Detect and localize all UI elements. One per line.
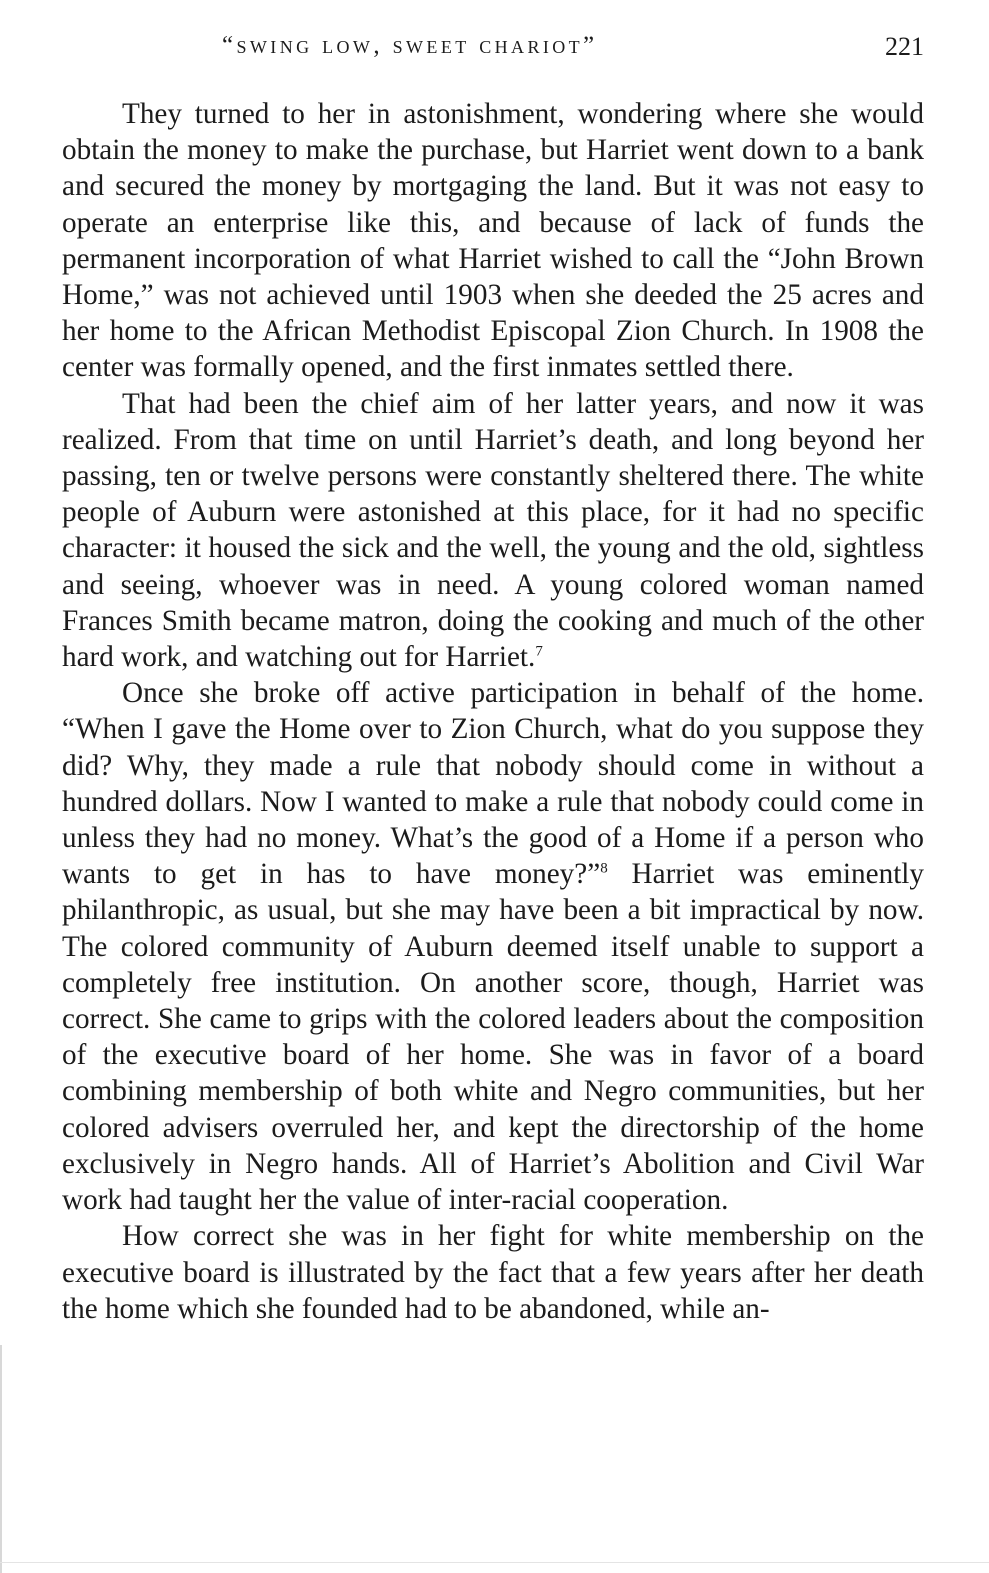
paragraph-1 [62, 96, 924, 386]
running-head [62, 28, 924, 72]
body-text [62, 96, 924, 1327]
paragraph-3 [62, 675, 924, 1218]
page-number: 221 [885, 32, 924, 61]
paragraph-4 [62, 1218, 924, 1327]
scan-edge-line [0, 1345, 2, 1573]
footnote-marker-7: 7 [535, 643, 543, 660]
running-title: “swing low, sweet chariot” [222, 32, 598, 59]
paragraph-3-text-after: Harriet was eminently philanthropic, as usual, but she may have been a bit impractical by now. The colored community of Auburn deemed itself unable to support a completely free institution. On another score, though, Harriet was correct. She came to grips with the colored leaders about the composition of the executive board of her home. She was in favor of a board combining membership of both white and Negro communities, but her colored advisers overruled her, and kept the directorship of the home exclusively in Negro hands. All of Harriet’s Abolition and Civil War work had taught her the value of inter-racial cooperation. [62, 858, 925, 1217]
book-page [62, 28, 924, 1327]
footnote-marker-8: 8 [600, 860, 608, 877]
paragraph-2-text: That had been the chief aim of her latter years, and now it was realized. From that time on until Harriet’s death, and long beyond her passing, ten or twelve persons were constantly sheltered there. The white people of Auburn were astonished at this place, for it had no specific character: it housed the sick and the well, the young and the old, sightless and seeing, whoever was in need. A young colored woman named Frances Smith became matron, doing the cooking and much of the other hard work, and watching out for Harriet. [62, 387, 924, 674]
paragraph-3-text-before: Once she broke off active participation in behalf of the home. “When I gave the Home over to Zion Church, what do you suppose they did? Why, they made a rule that nobody should come in without a hundred dollars. Now I wanted to make a rule that nobody could come in unless they had no money. What’s the good of a Home if a person who wants to get in has to have money?” [62, 677, 924, 891]
paragraph-1-text: They turned to her in astonishment, wondering where she would obtain the money to make the purchase, but Harriet went down to a bank and secured the money by mortgaging the land. But it was not easy to operate an enterprise like this, and because of lack of funds the permanent incorporation of what Harriet wished to call the “John Brown Home,” was not achieved until 1903 when she deeded the 25 acres and her home to the African Methodist Episcopal Zion Church. In 1908 the center was formally opened, and the first inmates settled there. [62, 98, 924, 384]
paragraph-2 [62, 386, 924, 676]
scan-bottom-edge [0, 1562, 989, 1563]
paragraph-4-text: How correct she was in her fight for white membership on the executive board is illustrated by the fact that a few years after her death the home which she founded had to be abandoned, while an- [62, 1220, 924, 1325]
